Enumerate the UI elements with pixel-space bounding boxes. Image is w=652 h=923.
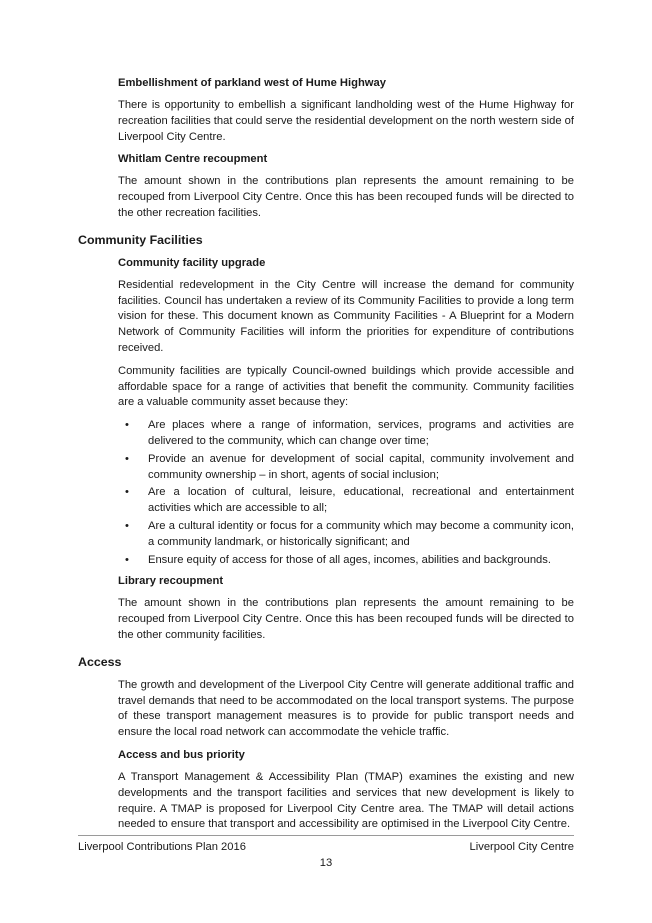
whitlam-paragraph: The amount shown in the contributions plan represents the amount remaining to be recouped from Liverpool City Centre. Once this has been recouped funds will be directed to the other recreation facilities.: [118, 175, 574, 219]
list-item: [118, 485, 574, 517]
whitlam-heading: Whitlam Centre recoupment: [118, 153, 268, 166]
footer-divider: [78, 835, 574, 836]
bullet-icon: •: [125, 486, 129, 499]
bus-priority-paragraph: A Transport Management & Accessibility Plan (TMAP) examines the existing and new developments and the transport facilities and services that new development is likely to require. A TMAP is proposed for Liverpool City Centre area. The TMAP will detail actions needed to ensure that transport and accessibility are optimised in the Liverpool City Centre.: [118, 770, 574, 831]
bullet-icon: •: [125, 419, 129, 432]
hume-highway-paragraph: There is opportunity to embellish a significant landholding west of the Hume Highway for recreation facilities that could serve the residential development on the north western side of Liverpool City Centre.: [118, 99, 574, 143]
section-whitlam: [118, 152, 574, 221]
footer-section-title: Liverpool City Centre: [469, 841, 574, 853]
section-hume-highway: [118, 76, 574, 145]
list-item: [118, 519, 574, 551]
list-item-text: Are a location of cultural, leisure, educational, recreational and entertainment activities which are accessible to all;: [148, 486, 574, 515]
bullet-icon: •: [125, 452, 129, 465]
list-item-text: Are places where a range of information, services, programs and activities are delivered to the community, which can change over time;: [148, 419, 574, 447]
library-recoupment-heading: Library recoupment: [118, 575, 224, 588]
bus-priority-heading: Access and bus priority: [118, 748, 245, 761]
section-access: [118, 678, 574, 833]
list-item-text: Are a cultural identity or focus for a community which may become a community icon, a community landmark, or historically significant; and: [148, 519, 574, 548]
access-heading: Access: [78, 654, 122, 669]
list-item: [118, 418, 574, 450]
list-item: [118, 553, 574, 569]
bullet-icon: •: [125, 519, 129, 532]
community-benefits-list: [118, 418, 574, 568]
community-facilities-heading: Community Facilities: [78, 232, 203, 247]
community-upgrade-heading: Community facility upgrade: [118, 256, 266, 269]
list-item-text: Ensure equity of access for those of all ages, incomes, abilities and backgrounds.: [148, 553, 551, 566]
hume-highway-heading: Embellishment of parkland west of Hume Highway: [118, 77, 386, 89]
bullet-icon: •: [125, 553, 129, 566]
access-paragraph: The growth and development of the Liverpool City Centre will generate additional traffic and travel demands that need to be accommodated on the local transport systems. The purpose of these transport management measures is to provide for public transport needs and ensure the local road network can accommodate the vehicle traffic.: [118, 678, 574, 739]
list-item-text: Provide an avenue for development of social capital, community involvement and community ownership – in short, agents of social inclusion;: [148, 452, 574, 481]
page-content: [78, 76, 574, 840]
community-upgrade-paragraph-2: Community facilities are typically Council-owned buildings which provide accessible and affordable space for a range of activities that benefit the community. Community facilities are a valuable community asset because they:: [118, 364, 574, 409]
section-community-upgrade: [118, 256, 574, 644]
community-upgrade-paragraph-1: Residential redevelopment in the City Centre will increase the demand for community facilities. Council has undertaken a review of its Community Facilities to provide a long term vision for these. This document known as Community Facilities - A Blueprint for a Modern Network of Community Facilities will inform the priorities for expenditure of contributions received.: [118, 278, 574, 354]
footer-document-title: Liverpool Contributions Plan 2016: [78, 841, 246, 853]
library-recoupment-paragraph: The amount shown in the contributions plan represents the amount remaining to be recouped from Liverpool City Centre. Once this has been recouped funds will be directed to the other community facilities.: [118, 597, 574, 641]
list-item: [118, 452, 574, 484]
page-number: 13: [319, 857, 333, 869]
